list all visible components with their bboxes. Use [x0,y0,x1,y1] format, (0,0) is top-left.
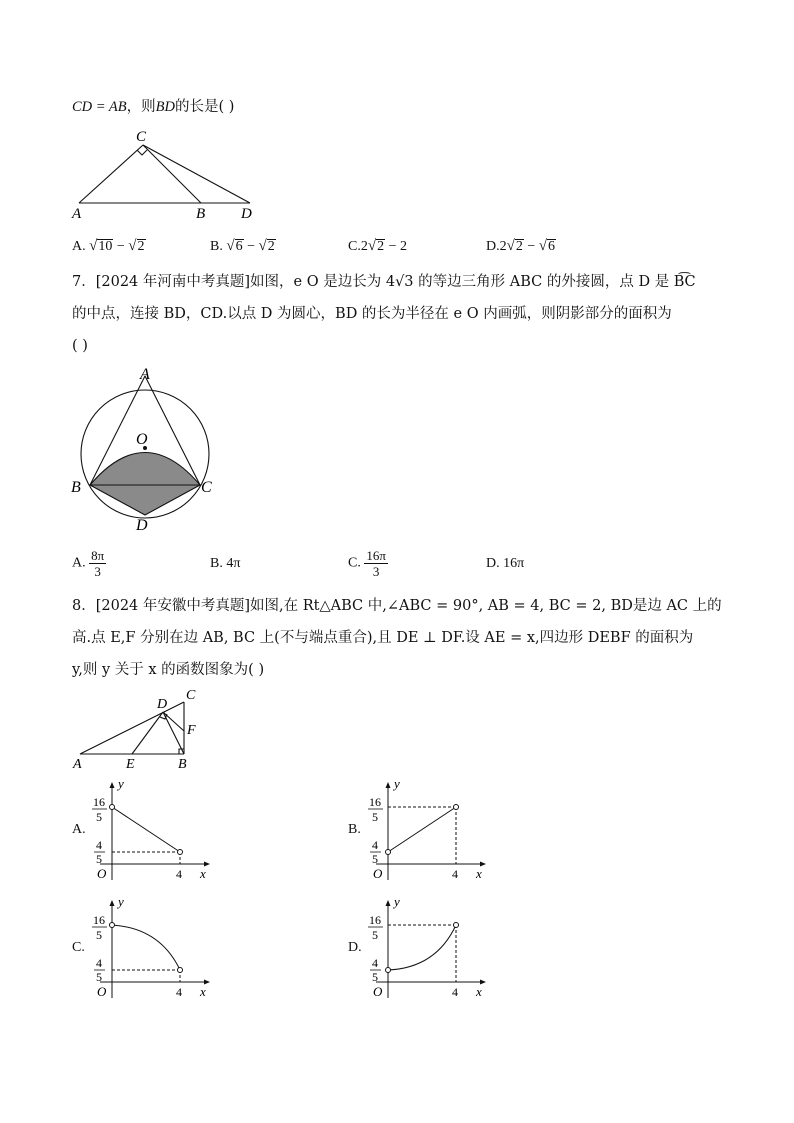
tick-num: 4 [372,838,378,852]
x-label: x [476,984,482,999]
q8-label-d: D [157,697,168,712]
q7-label-b: B [71,479,81,496]
tick-den: 5 [96,928,102,942]
q7-figure [68,362,228,534]
graph-curve [112,807,180,852]
origin-label: O [97,984,107,999]
q7-label-o: O [136,431,148,448]
radicand: 10 [98,239,113,254]
q6-text2: 的长是( ) [174,99,235,115]
graph-curve [388,807,456,852]
tick-num: 4 [96,838,102,852]
x-tick: 4 [176,985,182,999]
q7-line-1: 7．[2024 年河南中考真题]如图，e O 是边长为 4√3 的等边三角形 ABC 的外接圆，点 D 是 B͡C [72,274,696,290]
q8-line-2: 高.点 E,F 分别在边 AB, BC 上(不与端点重合),且 DE ⊥ DF.设 AE = x,四边形 DEBF 的面积为 [72,630,694,646]
y-axis-arrow-icon [386,900,391,906]
denominator: 3 [94,564,101,579]
q6-option-c[interactable]: C.2√2 − 2 [348,238,407,254]
option-letter: D. [348,940,362,955]
open-point [386,968,391,973]
q8-graph-a [80,776,220,886]
tick-den: 5 [96,810,102,824]
q7-option-d[interactable] [486,556,524,572]
q7-line-3: ( ) [72,338,88,354]
q7-label-d: D [136,517,148,534]
q6-right-angle-mark [137,150,147,155]
denominator: 3 [372,564,380,579]
radicand: 6 [548,239,555,254]
q7-label-a: A [140,366,150,383]
tick-num: 16 [93,913,105,927]
y-label: y [118,776,124,791]
q6-option-b[interactable]: B. √6 − √2 [210,238,275,254]
y-label: y [118,894,124,909]
q8-graph-c [80,894,220,1004]
q6-option-d[interactable]: D.2√2 − √6 [486,238,555,254]
tick-den: 5 [96,970,102,984]
origin-label: O [373,984,383,999]
q7-line-2: 的中点，连接 BD，CD.以点 D 为圆心，BD 的长为半径在 e O 内画弧，则阴影部分的面积为 [72,306,672,322]
open-point [110,805,115,810]
option-letter: D. [486,556,500,571]
option-value: 16π [503,556,525,571]
q8-line-bd [163,712,184,754]
tick-den: 5 [372,970,378,984]
origin-label: O [373,866,383,881]
q8-graph-b [356,776,496,886]
radicand: 2 [137,239,145,254]
q8-graph-d [356,894,496,1004]
operator: − [247,239,255,254]
y-axis-arrow-icon [110,900,115,906]
graph-curve [388,925,456,970]
q6-cd-ab: CD = AB [72,99,127,115]
tick-den: 5 [372,928,378,942]
option-letter: B. [210,239,223,254]
q8-line-1: 8．[2024 年安徽中考真题]如图,在 Rt△ABC 中,∠ABC = 90°, AB = 4, BC = 2, BD是边 AC 上的 [72,598,722,614]
fraction [89,548,106,579]
q6-line-ac [79,145,143,203]
q8-line-de [132,712,163,754]
q6-label-a: A [72,206,82,222]
q6-figure [65,125,265,223]
fraction [364,548,388,579]
tick-num: 16 [369,795,381,809]
q8-label-a: A [73,757,82,772]
tick-num: 4 [96,956,102,970]
open-point [454,923,459,928]
q6-option-a[interactable]: A. √10 − √2 [72,238,145,254]
coefficient: 2 [499,239,507,254]
q6-label-d: D [241,206,252,222]
option-letter: A. [72,822,86,837]
option-letter: A. [72,555,86,571]
tail: − 2 [388,239,407,254]
origin-label: O [97,866,107,881]
y-axis-arrow-icon [110,782,115,788]
open-point [386,850,391,855]
q6-label-b: B [196,206,206,222]
q6-line-cd [143,145,250,203]
radicand: 2 [267,239,275,254]
x-label: x [476,866,482,881]
y-label: y [394,894,400,909]
option-letter: C. [348,239,361,254]
q7-shaded-triangle [90,485,200,515]
y-axis-arrow-icon [386,782,391,788]
open-point [110,923,115,928]
q8-label-f: F [187,723,196,738]
q7-option-b[interactable] [210,556,240,572]
open-point [178,968,183,973]
numerator: 8π [91,548,105,563]
numerator: 16π [366,548,386,563]
tick-num: 4 [372,956,378,970]
tick-num: 16 [369,913,381,927]
option-letter: B. [210,556,223,571]
option-letter: C. [348,555,361,571]
y-label: y [394,776,400,791]
option-letter: D. [486,239,500,254]
q7-option-c[interactable] [348,548,388,579]
open-point [454,805,459,810]
x-tick: 4 [176,867,182,881]
tick-den: 5 [372,810,378,824]
x-label: x [200,866,206,881]
q7-option-a[interactable] [72,548,106,579]
q7-shaded-arc-region [90,453,200,486]
q8-figure [68,686,218,772]
option-letter: A. [72,239,86,254]
radicand: 6 [235,239,243,254]
tick-den: 5 [372,852,378,866]
q8-label-c: C [186,688,196,703]
q6-line-cb [143,145,201,203]
x-tick: 4 [452,985,458,999]
operator: − [527,239,536,254]
q6-question-tail [72,97,234,117]
radicand: 2 [377,239,385,254]
q8-line-3: y,则 y 关于 x 的函数图象为( ) [72,662,265,678]
x-tick: 4 [452,867,458,881]
tick-num: 16 [93,795,105,809]
q7-label-c: C [201,479,212,496]
coefficient: 2 [360,239,368,254]
x-label: x [200,984,206,999]
graph-curve [112,925,180,970]
option-letter: B. [348,822,361,837]
option-value: 4π [226,556,241,571]
radicand: 2 [515,239,523,254]
q6-bd: BD [155,99,175,115]
option-letter: C. [72,940,85,955]
open-point [178,850,183,855]
q8-line-ac [80,702,184,754]
tick-den: 5 [96,852,102,866]
q8-label-e: E [126,757,135,772]
q8-label-b: B [178,757,187,772]
q6-text: ，则 [126,99,156,115]
operator: − [116,239,125,254]
q6-label-c: C [136,129,147,145]
